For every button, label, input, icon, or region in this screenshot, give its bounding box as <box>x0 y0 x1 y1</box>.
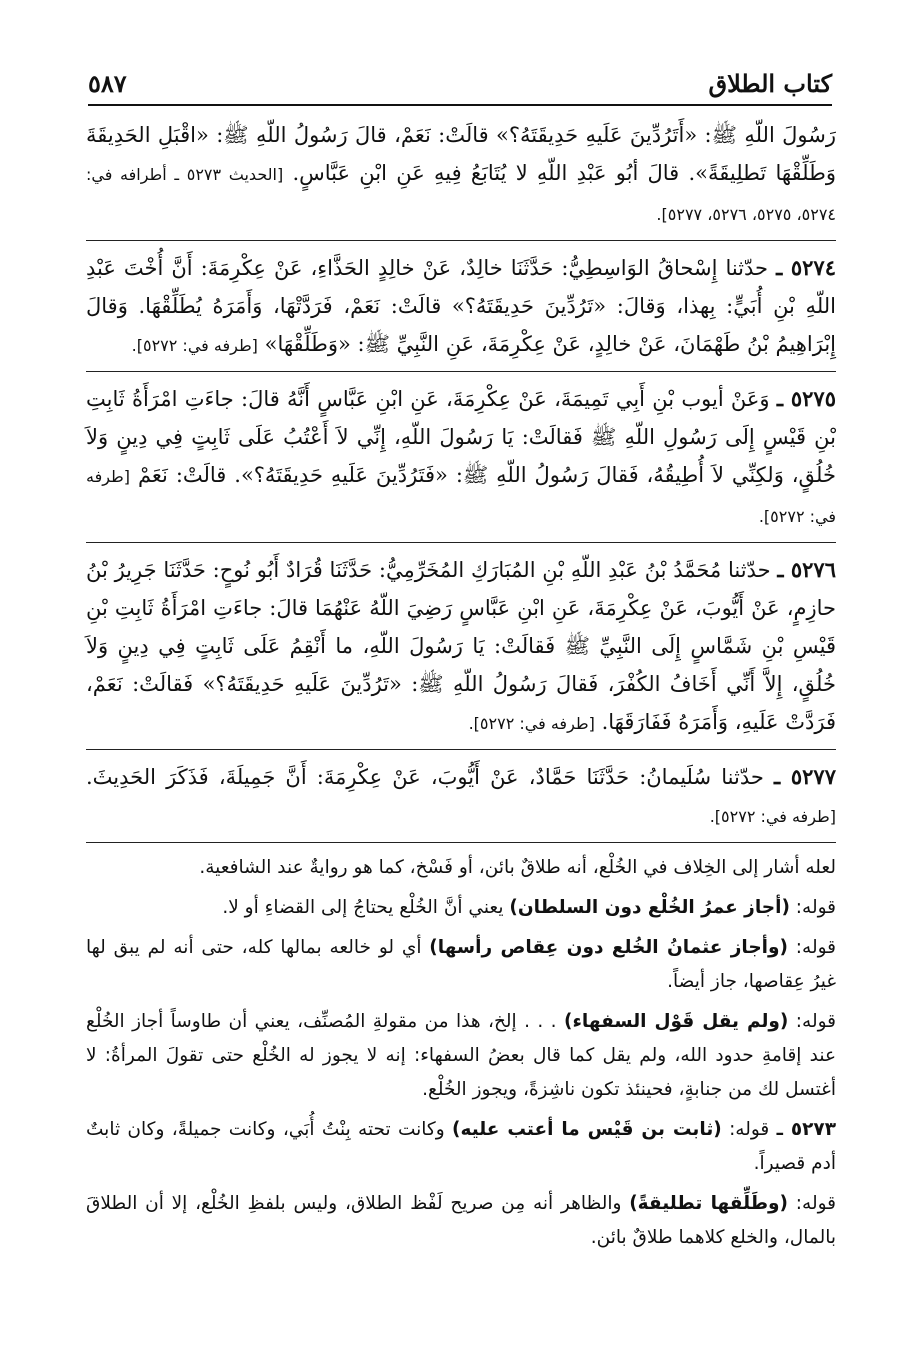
commentary-paragraph <box>86 1005 836 1107</box>
hadith-divider <box>86 371 836 372</box>
commentary-paragraph <box>86 851 836 885</box>
hadith-5274 <box>86 249 836 365</box>
hadith-5276 <box>86 551 836 743</box>
commentary-lead: قوله: <box>795 937 836 958</box>
hadith-reference: [طرفه في: ٥٢٧٢]. <box>86 467 836 526</box>
commentary-text: والظاهر أنه مِن صريح لَفْظ الطلاق، وليس بلفظِ الخُلْع، إلا أن الطلاقَ بالمال، والخلع كلاهما طلاقٌ بائن. <box>86 1193 836 1248</box>
hadith-number: ٥٢٧٦ ـ <box>777 557 836 582</box>
commentary-number: ٥٢٧٣ ـ <box>776 1119 836 1140</box>
hadith-number: ٥٢٧٥ ـ <box>776 386 836 411</box>
commentary-lead: قوله: <box>795 1011 836 1032</box>
commentary-lead: قوله: <box>795 897 836 918</box>
hadith-text: رَسُولَ اللّهِ ﷺ: «أَتَرُدِّينَ عَلَيهِ حَدِيقَتَهُ؟» قالَتْ: نَعَمْ، قالَ رَسُولُ اللّهِ ﷺ: «اقْبَلِ الحَدِيقَةَ وَطَلِّقْهَا تَطلِيقَةً». قالَ أبُو عَبْدِ اللّهِ لا يُتَابَعُ فِيهِ عَنِ ابْنِ عَبَّاسٍ. <box>86 123 836 185</box>
commentary-quote: (وطَلِّقها تطليقةً) <box>629 1193 789 1214</box>
commentary-text: أي لو خالعه بمالها كله، حتى أنه لم يبق لها غيرُ عِقاصها، جاز أيضاً. <box>86 937 836 992</box>
page-header <box>88 62 832 98</box>
commentary-paragraph <box>86 931 836 999</box>
hadith-text: وَعَنْ أيوب بْنِ أَبِي تَمِيمَةَ، عَنْ عِكْرِمَةَ، عَنِ ابْنِ عَبَّاسٍ أَنَّهُ قالَ: جاءَتِ امْرَأَةُ ثَابِتِ بْنِ قَيْسٍ إِلَى رَسُولِ اللّهِ ﷺ فَقالَتْ: يَا رَسُولَ اللّهِ، إِنِّي لاَ أَعْتُبُ عَلَى ثَابِتٍ فِي دِينٍ وَلاَ خُلُقٍ، وَلكِنِّي لاَ أُطِيقُهُ، فَقالَ رَسُولُ اللّهِ ﷺ: «فَتَرُدِّينَ عَلَيهِ حَدِيقَتَهُ؟». قالَتْ: نَعَمْ <box>86 387 836 487</box>
hadith-number: ٥٢٧٤ ـ <box>776 255 836 280</box>
hadith-text: حدّثنا مُحَمَّدُ بْنُ عَبْدِ اللّهِ بْنِ المُبَارَكِ المُخَرِّمِيُّ: حَدَّثَنَا قُرَادٌ أَبُو نُوحٍ: حَدَّثَنَا جَرِيرُ بْنُ حازِمٍ، عَنْ أَيُّوبَ، عَنْ عِكْرِمَةَ، عَنِ ابْنِ عَبَّاسٍ رَضِيَ اللّهُ عَنْهُمَا قالَ: جاءَتِ امْرَأَةُ ثَابِتِ بْنِ قَيْسِ بْنِ شَمَّاسٍ إِلَى النَّبِيِّ ﷺ فَقالَتْ: يَا رَسُولَ اللّهِ، ما أَنْقِمُ عَلَى ثَابِتٍ فِي دِينٍ وَلاَ خُلُقٍ، إِلاَّ أَنِّي أَخَافُ الكُفْرَ، فَقالَ رَسُولُ اللّهِ ﷺ: «تَرُدِّينَ عَلَيهِ حَدِيقَتَهُ؟» فَقالَتْ: نَعَمْ، فَرَدَّتْ عَلَيهِ، وَأَمَرَهُ فَفَارَقَهَا. <box>86 558 836 734</box>
hadith-text: حدّثنا سُلَيمانُ: حَدَّثَنَا حَمَّادٌ، عَنْ أَيُّوبَ، عَنْ عِكْرِمَةَ: أَنَّ جَمِيلَةَ، فَذَكَرَ الحَدِيثَ. <box>86 765 764 789</box>
commentary-text: وكانت تحته بِنْتُ أُبَي، وكانت جميلةً، وكان ثابتٌ أدم قصيراً. <box>86 1119 836 1174</box>
hadith-5275 <box>86 380 836 536</box>
commentary-quote: (أجاز عمرُ الخُلْع دون السلطان) <box>509 897 790 918</box>
book-title: كتاب الطلاق <box>708 69 832 98</box>
commentary-text: . . . إلخ، هذا من مقولةِ المُصنِّف، يعني أن طاوساً أجاز الخُلْع عند إقامةِ حدود الله، ولم يقل كما قال بعضُ السفهاء: إنه لا يجوز له الخُلْع حتى تقولَ المرأةُ: لا أغتسل لك من جنابةٍ، فحينئذ تكون ناشِزةً، ويجوز الخُلْع. <box>86 1011 836 1100</box>
page-body <box>86 116 836 1261</box>
commentary-paragraph <box>86 1113 836 1181</box>
commentary-paragraph <box>86 1187 836 1255</box>
commentary-lead: قوله: <box>729 1119 770 1140</box>
hadith-reference: [طرفه في: ٥٢٧٢]. <box>468 714 595 733</box>
hadith-divider <box>86 749 836 750</box>
hadith-reference: [طرفه في: ٥٢٧٢]. <box>131 336 258 355</box>
commentary-text: لعله أشار إلى الخِلاف في الخُلْع، أنه طلاقٌ بائن، أو فَسْخ، كما هو روايةٌ عند الشافعية. <box>199 857 836 878</box>
commentary-lead: قوله: <box>795 1193 836 1214</box>
hadith-divider <box>86 542 836 543</box>
hadith-5277 <box>86 758 836 836</box>
commentary-text: يعني أنَّ الخُلْع يحتاجُ إلى القضاءِ أو لا. <box>222 897 504 918</box>
commentary-quote: (ثابت بن قَيْس ما أعتب عليه) <box>452 1119 722 1140</box>
commentary-quote: (وأجاز عثمانُ الخُلع دون عِقاص رأسها) <box>429 937 788 958</box>
hadith-reference: [الحديث ٥٢٧٣ ـ أطرافه في: ٥٢٧٤، ٥٢٧٥، ٥٢٧٦، ٥٢٧٧]. <box>86 165 836 224</box>
commentary-quote: (ولم يقل قَوْل السفهاء) <box>564 1011 789 1032</box>
hadith-5273-continuation <box>86 116 836 234</box>
hadith-text: حدّثنا إِسْحاقُ الوَاسِطِيُّ: حَدَّثَنَا خالِدٌ، عَنْ خالِدٍ الحَذَّاءِ، عَنْ عِكْرِمَةَ: أَنَّ أُخْتَ عَبْدِ اللّهِ بْنِ أُبَيٍّ: بِهذا، وَقالَ: «تَرُدِّينَ حَدِيقَتَهُ؟» قالَتْ: نَعَمْ، فَرَدَّتْهَا، وَأَمَرَهُ يُطَلِّقْهَا. وَقالَ إِبْرَاهِيمُ بْنُ طَهْمَانَ، عَنْ خالِدٍ، عَنْ عِكْرِمَةَ، عَنِ النَّبِيِّ ﷺ: «وَطَلِّقْهَا» <box>86 256 836 356</box>
commentary-divider <box>86 842 836 843</box>
page-number: ٥٨٧ <box>88 69 127 98</box>
hadith-reference: [طرفه في: ٥٢٧٢]. <box>709 807 836 826</box>
header-rule <box>88 104 832 106</box>
hadith-number: ٥٢٧٧ ـ <box>773 764 836 789</box>
commentary-paragraph <box>86 891 836 925</box>
hadith-divider <box>86 240 836 241</box>
